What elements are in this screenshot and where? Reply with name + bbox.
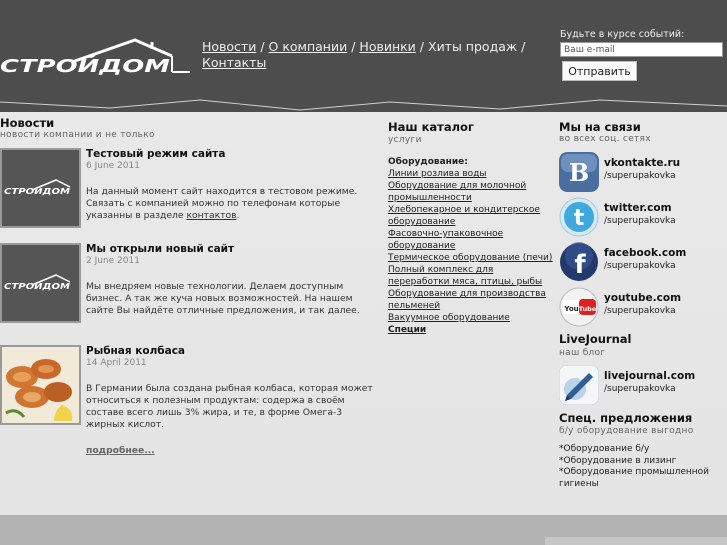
- catalog-link[interactable]: Линии розлива воды: [388, 169, 487, 179]
- social-name: livejournal.com: [604, 370, 696, 382]
- social-item-vkontakte[interactable]: [559, 152, 727, 192]
- catalog-heading: Наш каталог: [388, 120, 474, 134]
- news-text: В Германии была создана рыбная колбаса, которая может относиться к полезным продуктам: содержа в своём составе всего лишь 3% жира, и те, в форме Омега-3 жирных кислот.: [86, 383, 373, 430]
- offers-list: [559, 444, 727, 490]
- catalog-subtitle: услуги: [388, 135, 422, 145]
- catalog-link[interactable]: Вакуумное оборудование: [388, 313, 510, 323]
- catalog-item: [388, 264, 556, 288]
- social-name: youtube.com: [604, 292, 682, 304]
- catalog-section: [388, 120, 556, 336]
- site-logo[interactable]: [0, 36, 192, 78]
- news-item: [0, 243, 385, 325]
- news-date: 2 June 2011: [86, 256, 140, 266]
- catalog-link[interactable]: Термическое оборудование (печи): [388, 253, 553, 263]
- news-thumbnail[interactable]: [0, 345, 81, 425]
- offer-item: *Оборудование в лизинг: [559, 455, 677, 466]
- svg-text:СТРОЙДОМ: СТРОЙДОМ: [4, 187, 57, 196]
- svg-text:Tube: Tube: [578, 305, 597, 313]
- catalog-item: [388, 204, 556, 228]
- catalog-category-heading: Оборудование:: [388, 157, 468, 167]
- social-handle: /superupakovka: [604, 306, 676, 316]
- social-handle: /superupakovka: [604, 216, 676, 226]
- catalog-item: [388, 180, 556, 204]
- social-item-livejournal[interactable]: [559, 365, 727, 405]
- social-section: [559, 120, 727, 489]
- catalog-link[interactable]: Оборудование для производства пельменей: [388, 289, 546, 311]
- twitter-icon: [559, 197, 599, 237]
- read-more-link[interactable]: подробнее...: [86, 445, 155, 456]
- catalog-link-spices[interactable]: Специи: [388, 325, 427, 335]
- youtube-icon: [559, 287, 599, 327]
- news-item: [0, 345, 385, 457]
- social-name: twitter.com: [604, 202, 672, 214]
- logo-thumbnail-icon: [4, 178, 78, 196]
- svg-text:СТРОЙДОМ: СТРОЙДОМ: [4, 282, 57, 291]
- catalog-link[interactable]: Полный комплекс для переработки мяса, птицы, рыбы: [388, 265, 543, 287]
- social-item-facebook[interactable]: [559, 242, 727, 282]
- footer: [0, 515, 727, 545]
- catalog-item: [388, 288, 556, 312]
- fish-sausage-photo-icon: [2, 347, 79, 423]
- subscribe-label: Будьте в курсе событий:: [560, 29, 685, 40]
- email-input[interactable]: [560, 42, 723, 57]
- news-heading: Новости: [0, 116, 55, 130]
- svg-text:f: f: [574, 250, 586, 280]
- catalog-item: [388, 168, 556, 180]
- top-navigation: [202, 39, 542, 71]
- svg-text:You: You: [564, 305, 579, 313]
- social-name: facebook.com: [604, 247, 687, 259]
- nav-news[interactable]: Новости: [202, 39, 257, 54]
- nav-new[interactable]: Новинки: [359, 39, 416, 54]
- nav-contacts[interactable]: Контакты: [202, 55, 267, 70]
- catalog-item: [388, 324, 556, 336]
- news-title[interactable]: Тестовый режим сайта: [86, 148, 226, 160]
- offer-item: *Оборудование промышленной гигиены: [559, 467, 710, 489]
- nav-separator: /: [521, 39, 526, 54]
- news-item: [0, 148, 385, 230]
- social-handle: /superupakovka: [604, 171, 676, 181]
- livejournal-icon: [559, 365, 599, 405]
- catalog-link[interactable]: Хлебопекарное и кондитерское оборудование: [388, 205, 540, 227]
- catalog-list: [388, 168, 556, 336]
- nav-separator: /: [419, 39, 425, 54]
- catalog-item: [388, 228, 556, 252]
- news-subtitle: новости компании и не только: [0, 130, 155, 140]
- news-thumbnail[interactable]: [0, 148, 81, 228]
- vk-icon: [559, 152, 599, 192]
- nav-bestsellers[interactable]: Хиты продаж: [428, 39, 518, 54]
- offer-item: *Оборудование б/у: [559, 444, 650, 454]
- livejournal-subtitle: наш блог: [559, 348, 606, 358]
- social-handle: /superupakovka: [604, 261, 676, 271]
- logo-thumbnail-icon: [4, 273, 78, 291]
- offers-subtitle: б/у оборудование выгодно: [559, 426, 694, 436]
- news-thumbnail[interactable]: [0, 243, 81, 323]
- news-text: Мы внедряем новые технологии. Делаем доступным бизнес. А так же куча новых возможностей. На нашем сайте Вы найдёте отличные предложения, и так далее.: [86, 281, 360, 316]
- svg-text:B: B: [568, 158, 590, 187]
- catalog-item: [388, 252, 556, 264]
- social-item-twitter[interactable]: [559, 197, 727, 237]
- news-text: На данный момент сайт находится в тестовом режиме. Связать с компанией можно по телефонам которые указанны в разделе контактов.: [86, 186, 358, 221]
- contacts-link[interactable]: контактов: [186, 210, 237, 221]
- catalog-link[interactable]: Фасовочно-упаковочное оборудование: [388, 229, 504, 251]
- catalog-link[interactable]: Оборудование для молочной промышленности: [388, 181, 527, 203]
- nav-separator: /: [351, 39, 356, 54]
- news-date: 14 April 2011: [86, 358, 147, 368]
- social-handle: /superupakovka: [604, 384, 676, 394]
- nav-separator: /: [260, 39, 265, 54]
- offers-heading: Спец. предложения: [559, 411, 693, 425]
- livejournal-heading: LiveJournal: [559, 332, 632, 346]
- catalog-item: [388, 312, 556, 324]
- social-name: vkontakte.ru: [604, 157, 681, 169]
- news-date: 6 June 2011: [86, 161, 140, 171]
- news-title[interactable]: Рыбная колбаса: [86, 345, 186, 357]
- nav-about[interactable]: О компании: [268, 39, 348, 54]
- social-item-youtube[interactable]: [559, 287, 727, 327]
- logo-text: СТРОЙДОМ: [0, 56, 119, 77]
- subscribe-button[interactable]: Отправить: [562, 61, 637, 81]
- news-title[interactable]: Мы открыли новый сайт: [86, 243, 235, 255]
- svg-text:t: t: [573, 206, 585, 231]
- facebook-icon: [559, 242, 599, 282]
- social-subtitle: во всех соц. сетях: [559, 134, 651, 144]
- social-heading: Мы на связи: [559, 120, 641, 134]
